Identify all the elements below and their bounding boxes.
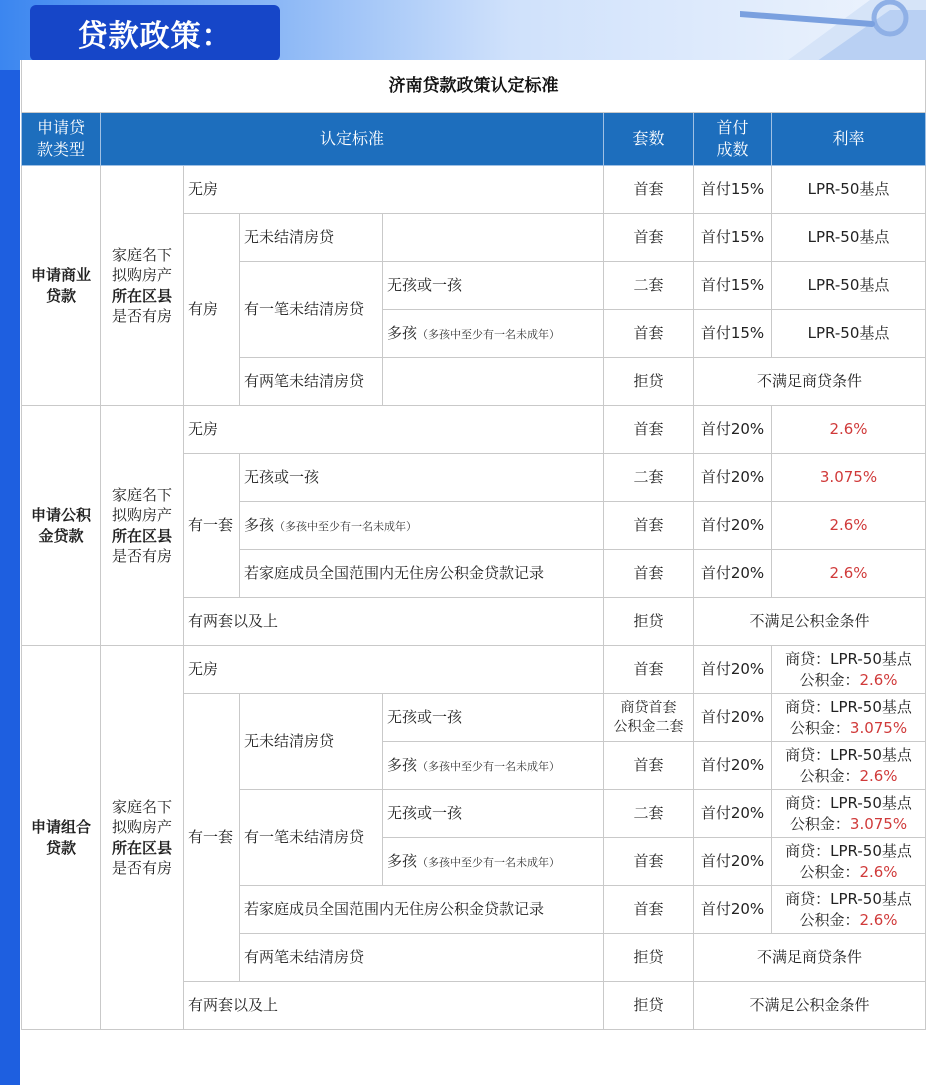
table-cell [383, 214, 604, 262]
table-cell [383, 358, 604, 406]
table-cell: LPR-50基点 [772, 214, 926, 262]
policy-card [20, 60, 926, 1085]
col-down-payment: 首付 成数 [694, 113, 772, 166]
table-cell: 3.075% [772, 454, 926, 502]
category-fund: 申请公积 金贷款 [22, 406, 101, 646]
table-cell: 多孩（多孩中至少有一名未成年） [383, 310, 604, 358]
table-cell: 有房 [184, 214, 240, 406]
page-title: 贷款政策： [30, 5, 280, 61]
table-cell: 首付20% [694, 502, 772, 550]
table-cell: 首付20% [694, 454, 772, 502]
table-cell: 拒贷 [604, 934, 694, 982]
table-cell: 无房 [184, 406, 604, 454]
table-cell: LPR-50基点 [772, 310, 926, 358]
col-criteria: 认定标准 [101, 113, 604, 166]
table-cell: 首套 [604, 550, 694, 598]
table-cell: 有两笔未结清房贷 [240, 358, 383, 406]
table-cell: 首付20% [694, 694, 772, 742]
category-combo: 申请组合 贷款 [22, 646, 101, 1030]
table-cell: 不满足商贷条件 [694, 358, 926, 406]
table-cell: 有一笔未结清房贷 [240, 262, 383, 358]
table-cell: 无孩或一孩 [383, 694, 604, 742]
table-cell: 多孩（多孩中至少有一名未成年） [383, 838, 604, 886]
magnifier-decoration-icon [740, 0, 926, 66]
table-cell: 拒贷 [604, 358, 694, 406]
table-cell: 商贷：LPR-50基点 公积金：2.6% [772, 646, 926, 694]
table-cell: 有两笔未结清房贷 [240, 934, 604, 982]
household-desc: 家庭名下 拟购房产 所在区县 是否有房 [101, 646, 184, 1030]
table-cell: 首套 [604, 886, 694, 934]
table-cell: 多孩（多孩中至少有一名未成年） [240, 502, 604, 550]
table-cell: 首付20% [694, 742, 772, 790]
table-cell: 首付20% [694, 406, 772, 454]
policy-table [21, 60, 926, 1030]
table-cell: 有一套 [184, 694, 240, 982]
table-cell: 不满足公积金条件 [694, 598, 926, 646]
table-cell: 无房 [184, 646, 604, 694]
table-cell: 商贷：LPR-50基点 公积金：2.6% [772, 838, 926, 886]
table-cell: 二套 [604, 262, 694, 310]
table-cell: 商贷：LPR-50基点 公积金：2.6% [772, 742, 926, 790]
col-sets: 套数 [604, 113, 694, 166]
table-cell: 首付15% [694, 214, 772, 262]
table-cell: 首付15% [694, 262, 772, 310]
table-cell: 无孩或一孩 [240, 454, 604, 502]
table-cell: 不满足公积金条件 [694, 982, 926, 1030]
table-cell: 二套 [604, 454, 694, 502]
table-cell: 首付20% [694, 838, 772, 886]
table-cell: 若家庭成员全国范围内无住房公积金贷款记录 [240, 550, 604, 598]
table-cell: 首套 [604, 406, 694, 454]
table-cell: 商贷：LPR-50基点 公积金：2.6% [772, 886, 926, 934]
table-cell: 有两套以及上 [184, 982, 604, 1030]
table-cell: 商贷首套 公积金二套 [604, 694, 694, 742]
table-cell: 拒贷 [604, 982, 694, 1030]
household-desc: 家庭名下 拟购房产 所在区县 是否有房 [101, 406, 184, 646]
table-cell: 有两套以及上 [184, 598, 604, 646]
table-cell: 有一笔未结清房贷 [240, 790, 383, 886]
table-cell: 首套 [604, 646, 694, 694]
table-cell: 首套 [604, 310, 694, 358]
household-desc: 家庭名下 拟购房产 所在区县 是否有房 [101, 166, 184, 406]
table-cell: LPR-50基点 [772, 262, 926, 310]
table-cell: 无孩或一孩 [383, 790, 604, 838]
table-cell: 首套 [604, 502, 694, 550]
table-cell: 2.6% [772, 502, 926, 550]
table-cell: 首套 [604, 742, 694, 790]
table-cell: 多孩（多孩中至少有一名未成年） [383, 742, 604, 790]
table-cell: 无房 [184, 166, 604, 214]
table-cell: 无未结清房贷 [240, 214, 383, 262]
table-cell: 首付20% [694, 790, 772, 838]
table-cell: 商贷：LPR-50基点 公积金：3.075% [772, 694, 926, 742]
table-cell: 首套 [604, 214, 694, 262]
table-cell: 首付15% [694, 310, 772, 358]
table-cell: 有一套 [184, 454, 240, 598]
category-commercial: 申请商业 贷款 [22, 166, 101, 406]
table-cell: 若家庭成员全国范围内无住房公积金贷款记录 [240, 886, 604, 934]
table-cell: 首付20% [694, 886, 772, 934]
table-cell: 2.6% [772, 406, 926, 454]
table-title: 济南贷款政策认定标准 [22, 60, 926, 113]
table-cell: 首付15% [694, 166, 772, 214]
col-loan-type: 申请贷 款类型 [22, 113, 101, 166]
table-cell: 不满足商贷条件 [694, 934, 926, 982]
table-cell: 首套 [604, 166, 694, 214]
table-cell: 拒贷 [604, 598, 694, 646]
table-cell: 无未结清房贷 [240, 694, 383, 790]
table-cell: 首套 [604, 838, 694, 886]
table-cell: 商贷：LPR-50基点 公积金：3.075% [772, 790, 926, 838]
table-cell: 首付20% [694, 550, 772, 598]
table-cell: 首付20% [694, 646, 772, 694]
table-cell: LPR-50基点 [772, 166, 926, 214]
table-cell: 2.6% [772, 550, 926, 598]
col-rate: 利率 [772, 113, 926, 166]
table-cell: 无孩或一孩 [383, 262, 604, 310]
table-cell: 二套 [604, 790, 694, 838]
